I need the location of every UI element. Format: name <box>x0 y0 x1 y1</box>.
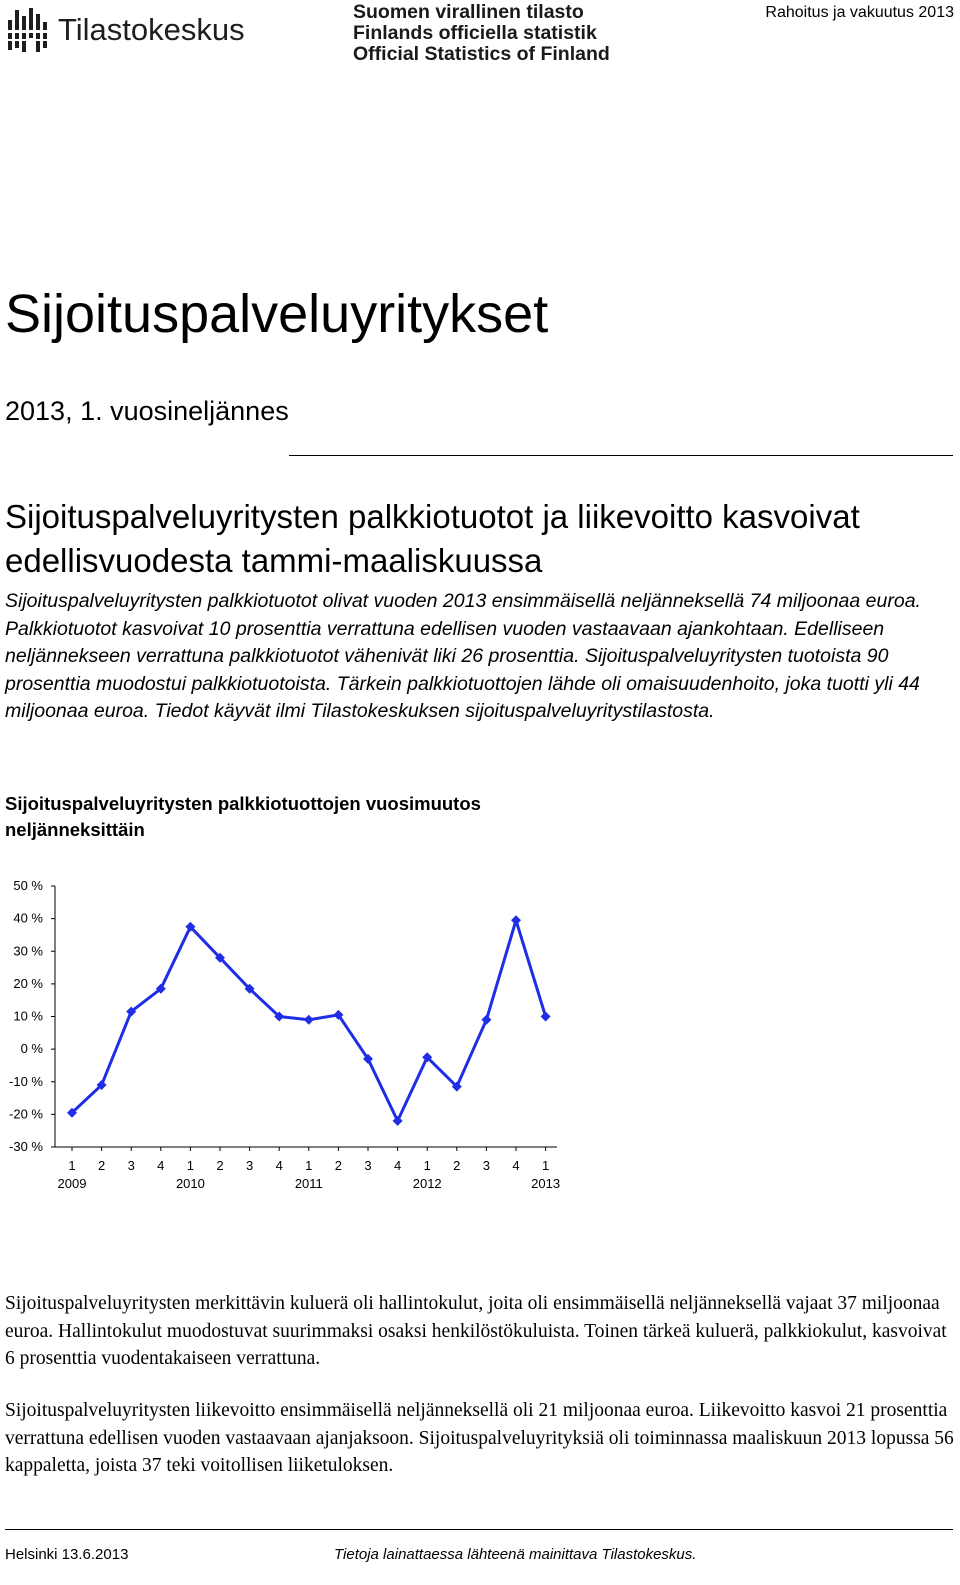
logo-wordmark: Tilastokeskus <box>58 12 245 47</box>
x-tick-label-quarter: 1 <box>186 1158 195 1173</box>
x-tick-label-quarter: 3 <box>364 1158 372 1173</box>
x-tick-label-quarter: 4 <box>512 1158 520 1173</box>
x-tick-label-quarter: 2 <box>453 1158 461 1173</box>
x-tick-label-year: 2010 <box>175 1176 205 1191</box>
footer-citation-note: Tietoja lainattaessa lähteenä mainittava Tilastokeskus. <box>334 1546 697 1563</box>
logo-mark-icon <box>6 6 54 56</box>
data-point <box>304 1015 314 1025</box>
x-tick-label-quarter: 4 <box>157 1158 165 1173</box>
y-tick-label: 30 % <box>13 943 43 959</box>
x-tick-label-quarter: 4 <box>393 1158 402 1173</box>
series-name: Rahoitus ja vakuutus 2013 <box>765 4 954 21</box>
fee-income-change-chart <box>0 870 600 1200</box>
data-point <box>511 915 521 925</box>
chart-title: Sijoituspalveluyritysten palkkiotuottojen vuosimuutos neljänneksittäin <box>5 793 481 840</box>
x-tick-label-quarter: 1 <box>305 1158 313 1173</box>
page-title: Sijoituspalveluyritykset <box>5 284 549 344</box>
y-tick-label: -30 % <box>9 1139 43 1154</box>
y-tick-label: -20 % <box>9 1106 43 1122</box>
x-tick-label-quarter: 2 <box>216 1158 224 1173</box>
x-tick-label-quarter: 1 <box>541 1158 550 1173</box>
y-tick-label: 40 % <box>13 910 43 926</box>
headline: Sijoituspalveluyritysten palkkiotuotot ja liikevoitto kasvoivat edellisvuodesta tammi-maaliskuussa <box>5 498 860 579</box>
x-tick-label-quarter: 2 <box>97 1158 106 1173</box>
x-tick-label-quarter: 3 <box>127 1158 135 1173</box>
x-tick-label-quarter: 4 <box>275 1158 283 1173</box>
x-tick-label-quarter: 1 <box>68 1158 76 1173</box>
x-tick-label-year: 2013 <box>531 1176 561 1191</box>
body-paragraph-1: Sijoituspalveluyritysten merkittävin kuluerä oli hallintokulut, joita oli ensimmäisellä neljänneksellä vajaat 37 miljoonaa euroa. Hallintokulut muodostuvat suurimmaksi osaksi henkilöstökuluista. Toinen tärkeä kuluerä, palkkiokulut, kasvoivat 6 prosenttia vuodentakaiseen verrattuna. <box>5 1293 947 1369</box>
x-tick-label-quarter: 1 <box>423 1158 431 1173</box>
lead-paragraph: Sijoituspalveluyritysten palkkiotuotot olivat vuoden 2013 ensimmäisellä neljänneksellä 74 miljoonaa euroa. Palkkiotuotot kasvoivat 10 prosenttia verrattuna edellisen vuoden vastaavaan ajankohtaan. Edelliseen neljännekseen verrattuna palkkiotuotot vähenivät liki 26 prosenttia. Sijoituspalveluyritysten tuotoista 90 prosenttia muodostui palkkiotuotoista. Tärkein palkkiotuottojen lähde oli omaisuudenhoito, joka tuotti yli 44 miljoonaa euroa. Tiedot käyvät ilmi Tilastokeskuksen sijoituspalveluyritystilastosta. <box>5 590 921 722</box>
x-tick-label-quarter: 3 <box>482 1158 491 1173</box>
body-paragraph-2: Sijoituspalveluyritysten liikevoitto ensimmäisellä neljänneksellä oli 21 miljoonaa euroa. Liikevoitto kasvoi 21 prosenttia verrattuna edellisen vuoden vastaavaan ajanjaksoon. Sijoituspalveluyrityksiä oli toiminnassa maaliskuun 2013 lopussa 56 kappaletta, joista 37 teki voitollisen liiketuloksen. <box>5 1400 954 1476</box>
period-label: 2013, 1. vuosineljännes <box>5 396 289 426</box>
y-tick-label: 0 % <box>20 1041 43 1057</box>
official-statistics-label <box>353 2 610 65</box>
data-point <box>541 1012 551 1022</box>
y-tick-label: 10 % <box>13 1008 43 1024</box>
y-tick-label: 50 % <box>13 878 43 893</box>
footer-date: Helsinki 13.6.2013 <box>5 1546 129 1563</box>
data-point <box>393 1116 403 1126</box>
x-tick-label-year: 2011 <box>294 1176 323 1191</box>
y-tick-label: -10 % <box>9 1073 43 1089</box>
official-line-en: Official Statistics of Finland <box>353 43 610 65</box>
data-point <box>481 1015 491 1025</box>
x-tick-label-year: 2009 <box>57 1176 87 1191</box>
official-line-fi: Suomen virallinen tilasto <box>353 1 584 23</box>
x-tick-label-year: 2012 <box>412 1176 442 1191</box>
x-tick-label-quarter: 3 <box>245 1158 254 1173</box>
tilastokeskus-logo <box>6 6 246 56</box>
x-tick-label-quarter: 2 <box>334 1158 343 1173</box>
divider <box>289 455 953 456</box>
footer-divider <box>5 1529 953 1530</box>
official-line-sv: Finlands officiella statistik <box>353 22 597 44</box>
y-tick-label: 20 % <box>13 975 43 991</box>
